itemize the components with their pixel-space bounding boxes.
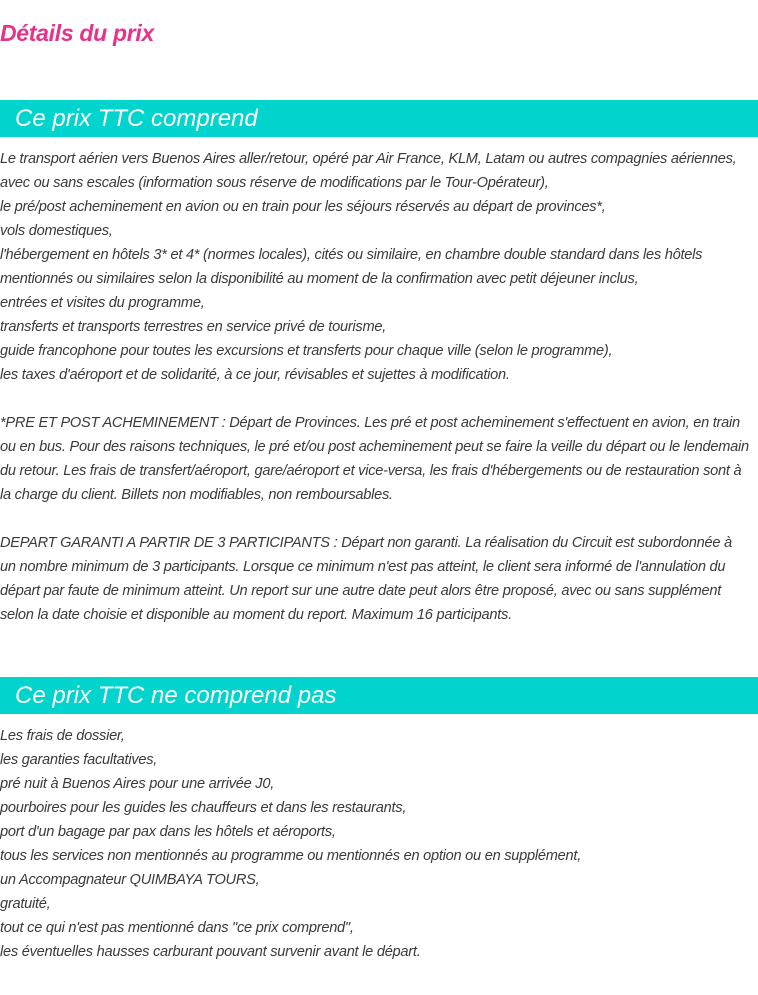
- list-item: entrées et visites du programme,: [0, 295, 205, 311]
- list-item: les éventuelles hausses carburant pouvant survenir avant le départ.: [0, 944, 421, 960]
- list-item: les garanties facultatives,: [0, 752, 158, 768]
- excluded-section-header: Ce prix TTC ne comprend pas: [0, 677, 758, 714]
- guaranteed-departure-note: [0, 531, 758, 627]
- list-item: Les frais de dossier,: [0, 728, 125, 744]
- pre-post-note: [0, 411, 758, 507]
- list-item: Le transport aérien vers Buenos Aires aller/retour, opéré par Air France, KLM, Latam ou autres compagnies aériennes,: [0, 151, 737, 167]
- list-item: l'hébergement en hôtels 3* et 4* (normes locales), cités ou similaire, en chambre double standard dans les hôtels: [0, 247, 703, 263]
- list-item: transferts et transports terrestres en service privé de tourisme,: [0, 319, 387, 335]
- list-item: pourboires pour les guides les chauffeurs et dans les restaurants,: [0, 800, 407, 816]
- list-item: vols domestiques,: [0, 223, 113, 239]
- list-item: pré nuit à Buenos Aires pour une arrivée J0,: [0, 776, 275, 792]
- note-line: la charge du client. Billets non modifiables, non remboursables.: [0, 487, 393, 503]
- note-line: du retour. Les frais de transfert/aéroport, gare/aéroport et vice-versa, les frais d'hébergements ou de restauration sont à: [0, 463, 742, 479]
- list-item: un Accompagnateur QUIMBAYA TOURS,: [0, 872, 260, 888]
- list-item: tous les services non mentionnés au programme ou mentionnés en option ou en supplément,: [0, 848, 582, 864]
- note-line: un nombre minimum de 3 participants. Lorsque ce minimum n'est pas atteint, le client sera informé de l'annulation du: [0, 559, 726, 575]
- note-line: selon la date choisie et disponible au moment du report. Maximum 16 participants.: [0, 607, 512, 623]
- note-line: *PRE ET POST ACHEMINEMENT : Départ de Provinces. Les pré et post acheminement s'effectuent en avion, en train: [0, 415, 740, 431]
- list-item: les taxes d'aéroport et de solidarité, à ce jour, révisables et sujettes à modification.: [0, 367, 510, 383]
- excluded-list: [0, 724, 758, 964]
- note-line: départ par faute de minimum atteint. Un report sur une autre date peut alors être proposé, avec ou sans supplément: [0, 583, 722, 599]
- list-item: avec ou sans escales (information sous réserve de modifications par le Tour-Opérateur),: [0, 175, 549, 191]
- list-item: tout ce qui n'est pas mentionné dans "ce prix comprend",: [0, 920, 354, 936]
- list-item: mentionnés ou similaires selon la disponibilité au moment de la confirmation avec petit déjeuner inclus,: [0, 271, 639, 287]
- list-item: gratuité,: [0, 896, 51, 912]
- included-section-header: Ce prix TTC comprend: [0, 100, 758, 137]
- included-list: [0, 147, 758, 387]
- page-title: Détails du prix: [0, 20, 154, 46]
- note-line: ou en bus. Pour des raisons techniques, le pré et/ou post acheminement peut se faire la veille du départ ou le lendemain: [0, 439, 749, 455]
- list-item: le pré/post acheminement en avion ou en train pour les séjours réservés au départ de provinces*,: [0, 199, 606, 215]
- list-item: guide francophone pour toutes les excursions et transferts pour chaque ville (selon le programme),: [0, 343, 613, 359]
- note-line: DEPART GARANTI A PARTIR DE 3 PARTICIPANTS : Départ non garanti. La réalisation du Circuit est subordonnée à: [0, 535, 732, 551]
- list-item: port d'un bagage par pax dans les hôtels et aéroports,: [0, 824, 336, 840]
